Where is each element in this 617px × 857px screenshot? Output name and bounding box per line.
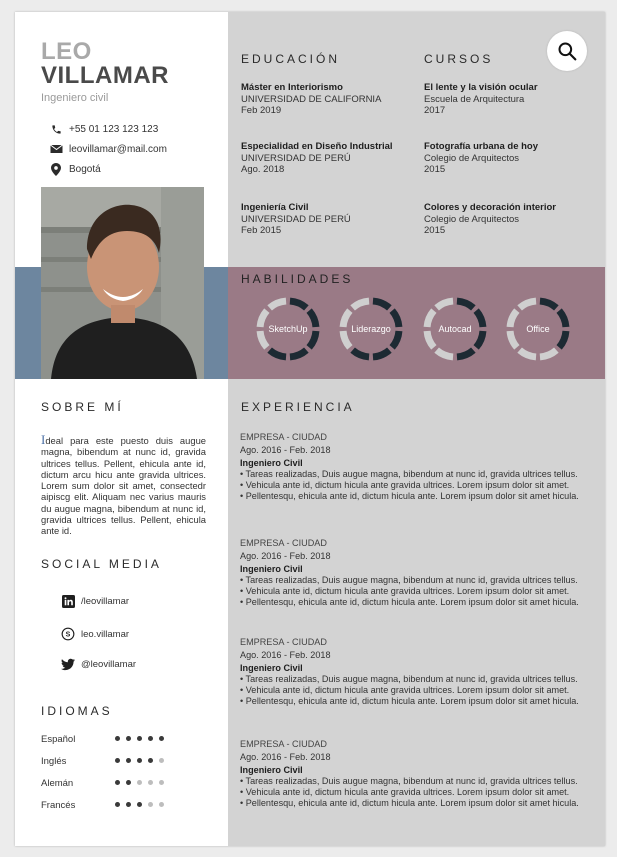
- contact-location: [49, 162, 101, 176]
- course-name: El lente y la visión ocular: [424, 82, 538, 93]
- level-dot: [159, 736, 164, 741]
- twitter-label: @leovillamar: [81, 658, 137, 670]
- language-level: [115, 736, 170, 741]
- level-dot: [159, 802, 164, 807]
- location-text: Bogotá: [69, 163, 101, 175]
- language-name: Alemán: [41, 778, 74, 789]
- job-title: Ingeniero civil: [41, 92, 109, 104]
- skills-title: HABILIDADES: [241, 272, 354, 286]
- education-school: UNIVERSIDAD DE PERÚ: [241, 152, 351, 164]
- experience-title: EXPERIENCIA: [241, 400, 355, 414]
- experience-dates: Ago. 2016 - Feb. 2018: [240, 752, 331, 762]
- skill-name: Liderazgo: [351, 324, 391, 334]
- svg-text:S: S: [65, 631, 71, 639]
- experience-role: Ingeniero Civil: [240, 458, 303, 468]
- skype-label: leo.villamar: [81, 628, 130, 640]
- search-icon: [557, 41, 577, 61]
- education-date: Ago. 2018: [241, 164, 285, 175]
- course-school: Colegio de Arquitectos: [424, 152, 520, 164]
- experience-bullet: • Tareas realizadas, Duis augue magna, bibendum at nunc id, gravida ultrices tellus.: [240, 575, 578, 585]
- language-row: [41, 734, 181, 746]
- experience-dates: Ago. 2016 - Feb. 2018: [240, 445, 331, 455]
- education-date: Feb 2019: [241, 105, 282, 116]
- education-degree: Máster en Interiorismo: [241, 82, 343, 93]
- level-dot: [137, 780, 142, 785]
- skype-icon: [61, 627, 75, 641]
- email-icon: [49, 142, 63, 156]
- phone-icon: [49, 122, 63, 136]
- experience-role: Ingeniero Civil: [240, 765, 303, 775]
- language-level: [115, 780, 170, 785]
- skill-name: Autocad: [438, 324, 472, 334]
- language-row: [41, 778, 181, 790]
- experience-bullet: • Vehicula ante id, dictum hicula ante gravida ultrices. Lorem ipsum dolor sit amet.: [240, 586, 570, 596]
- social-title: SOCIAL MEDIA: [41, 557, 162, 571]
- experience-bullet: • Pellentesqu, ehicula ante id, dictum hicula ante. Lorem ipsum dolor sit amet hicula.: [240, 597, 579, 607]
- experience-company: EMPRESA - CIUDAD: [240, 739, 327, 749]
- experience-item: [240, 739, 595, 809]
- level-dot: [148, 802, 153, 807]
- experience-bullet: • Pellentesqu, ehicula ante id, dictum hicula ante. Lorem ipsum dolor sit amet hicula.: [240, 798, 579, 808]
- email-text: leovillamar@mail.com: [69, 143, 167, 155]
- about-body: deal para este puesto duis augue magna, bibendum at nunc id, gravida ultrices tellus. Pellent, ehicula ante id, dictum arcu hicu ante gravida ultrices. Lorem sum dolor sit amet, consectedr aipiscg elit. Aliquam nec varius mauris du augue magna, bibendum at nunc id, gravida ultrices tellus. Pellent, ehicula ante id.: [41, 435, 206, 537]
- linkedin-icon: [61, 594, 75, 608]
- last-name: VILLAMAR: [41, 62, 169, 89]
- experience-bullet: • Vehicula ante id, dictum hicula ante gravida ultrices. Lorem ipsum dolor sit amet.: [240, 685, 570, 695]
- language-name: Español: [41, 734, 76, 745]
- resume-page: [15, 12, 605, 846]
- experience-item: [240, 538, 595, 608]
- level-dot: [126, 736, 131, 741]
- course-item: [424, 141, 538, 176]
- experience-bullet: • Pellentesqu, ehicula ante id, dictum hicula ante. Lorem ipsum dolor sit amet hicula.: [240, 696, 579, 706]
- experience-company: EMPRESA - CIUDAD: [240, 432, 327, 442]
- education-item: [241, 82, 381, 117]
- level-dot: [137, 802, 142, 807]
- level-dot: [115, 758, 120, 763]
- course-name: Fotografía urbana de hoy: [424, 141, 539, 152]
- education-item: [241, 141, 393, 176]
- education-school: UNIVERSIDAD DE PERÚ: [241, 213, 351, 225]
- level-dot: [115, 736, 120, 741]
- experience-role: Ingeniero Civil: [240, 564, 303, 574]
- level-dot: [148, 758, 153, 763]
- level-dot: [126, 780, 131, 785]
- course-date: 2015: [424, 164, 446, 175]
- experience-bullet: • Vehicula ante id, dictum hicula ante gravida ultrices. Lorem ipsum dolor sit amet.: [240, 787, 570, 797]
- education-item: [241, 202, 351, 237]
- experience-item: [240, 432, 595, 502]
- skill-name: Office: [526, 324, 550, 334]
- level-dot: [137, 758, 142, 763]
- social-linkedin[interactable]: [61, 594, 129, 608]
- level-dot: [148, 780, 153, 785]
- social-twitter[interactable]: [61, 657, 136, 671]
- linkedin-label: /leovillamar: [81, 595, 130, 607]
- experience-bullet: • Tareas realizadas, Duis augue magna, bibendum at nunc id, gravida ultrices tellus.: [240, 469, 578, 479]
- contact-email: [49, 142, 167, 156]
- experience-company: EMPRESA - CIUDAD: [240, 538, 327, 548]
- profile-photo: [41, 187, 204, 379]
- course-date: 2015: [424, 225, 446, 236]
- search-button[interactable]: [547, 31, 587, 71]
- experience-dates: Ago. 2016 - Feb. 2018: [240, 551, 331, 561]
- education-school: UNIVERSIDAD DE CALIFORNIA: [241, 93, 382, 105]
- experience-role: Ingeniero Civil: [240, 663, 303, 673]
- phone-text: +55 01 123 123 123: [69, 123, 159, 135]
- about-title: SOBRE MÍ: [41, 400, 124, 414]
- skill-name: SketchUp: [268, 324, 308, 334]
- about-text: [41, 434, 206, 537]
- experience-bullet: • Tareas realizadas, Duis augue magna, bibendum at nunc id, gravida ultrices tellus.: [240, 674, 578, 684]
- course-school: Colegio de Arquitectos: [424, 213, 520, 225]
- language-name: Inglés: [41, 756, 67, 767]
- language-row: [41, 800, 181, 812]
- level-dot: [148, 736, 153, 741]
- languages-title: IDIOMAS: [41, 704, 113, 718]
- courses-title: CURSOS: [424, 52, 494, 66]
- education-degree: Ingeniería Civil: [241, 202, 309, 213]
- language-name: Francés: [41, 800, 76, 811]
- level-dot: [115, 802, 120, 807]
- twitter-icon: [61, 657, 75, 671]
- course-school: Escuela de Arquitectura: [424, 93, 525, 105]
- location-pin-icon: [49, 162, 63, 176]
- language-level: [115, 758, 170, 763]
- social-skype[interactable]: [61, 627, 129, 641]
- experience-dates: Ago. 2016 - Feb. 2018: [240, 650, 331, 660]
- contact-phone: [49, 122, 158, 136]
- course-item: [424, 202, 556, 237]
- experience-company: EMPRESA - CIUDAD: [240, 637, 327, 647]
- education-title: EDUCACIÓN: [241, 52, 341, 66]
- experience-bullet: • Pellentesqu, ehicula ante id, dictum hicula ante. Lorem ipsum dolor sit amet hicula.: [240, 491, 579, 501]
- language-level: [115, 802, 170, 807]
- level-dot: [159, 758, 164, 763]
- level-dot: [115, 780, 120, 785]
- education-date: Feb 2015: [241, 225, 282, 236]
- level-dot: [159, 780, 164, 785]
- level-dot: [126, 758, 131, 763]
- course-item: [424, 82, 538, 117]
- experience-bullet: • Vehicula ante id, dictum hicula ante gravida ultrices. Lorem ipsum dolor sit amet.: [240, 480, 570, 490]
- level-dot: [126, 802, 131, 807]
- experience-item: [240, 637, 595, 707]
- experience-bullet: • Tareas realizadas, Duis augue magna, bibendum at nunc id, gravida ultrices tellus.: [240, 776, 578, 786]
- first-name: LEO: [41, 38, 92, 65]
- language-row: [41, 756, 181, 768]
- course-date: 2017: [424, 105, 446, 116]
- about-first-letter: I: [41, 432, 46, 447]
- course-name: Colores y decoración interior: [424, 202, 556, 213]
- right-column: [228, 12, 605, 846]
- level-dot: [137, 736, 142, 741]
- education-degree: Especialidad en Diseño Industrial: [241, 141, 393, 152]
